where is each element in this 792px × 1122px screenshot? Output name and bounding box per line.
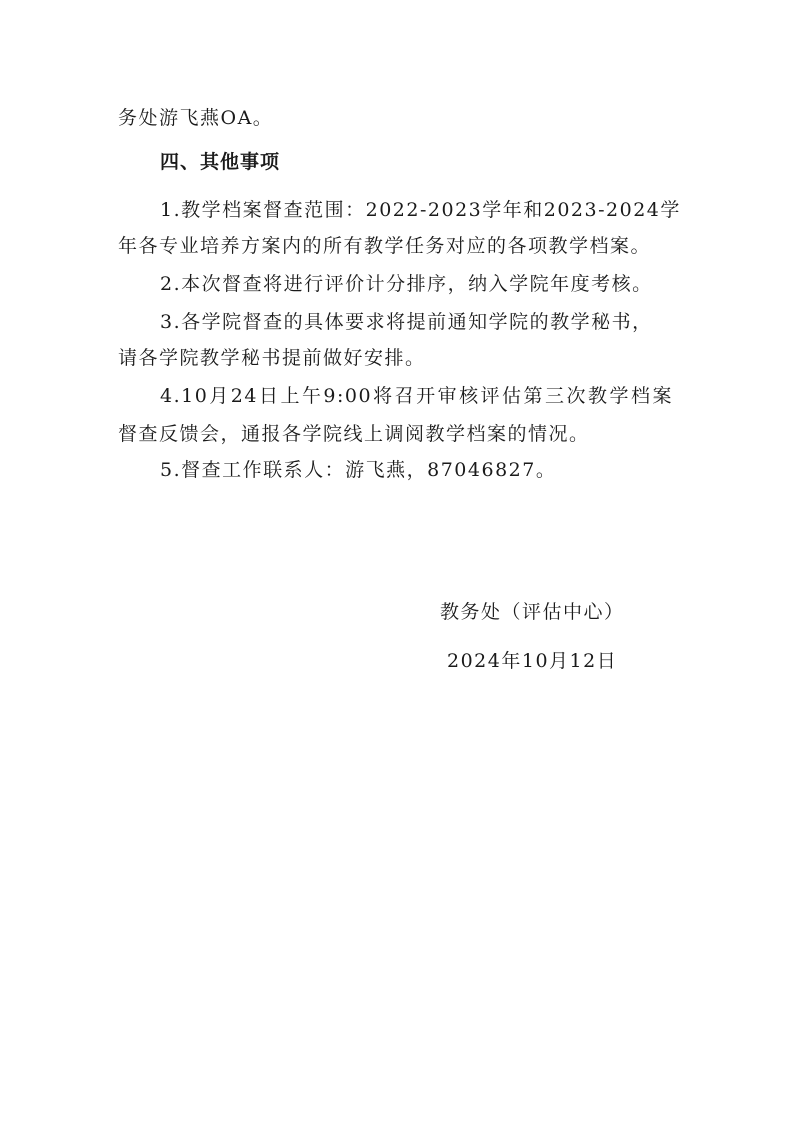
signature-date: 2024年10月12日 xyxy=(447,650,618,672)
item-1-line-2: 年各专业培养方案内的所有教学任务对应的各项教学档案。 xyxy=(118,235,652,257)
signature-office: 教务处（评估中心） xyxy=(440,601,625,623)
item-2-line-1: 2.本次督查将进行评价计分排序，纳入学院年度考核。 xyxy=(160,273,653,295)
item-5-line-1: 5.督查工作联系人：游飞燕，87046827。 xyxy=(160,459,557,481)
item-3-line-2: 请各学院教学秘书提前做好安排。 xyxy=(118,347,426,369)
item-4-line-2: 督查反馈会，通报各学院线上调阅教学档案的情况。 xyxy=(118,423,590,445)
item-3-line-1: 3.各学院督查的具体要求将提前通知学院的教学秘书， xyxy=(160,311,653,333)
item-4-line-1: 4.10月24日上午9:00将召开审核评估第三次教学档案 xyxy=(160,385,673,407)
item-1-line-1: 1.教学档案督查范围：2022-2023学年和2023-2024学 xyxy=(160,199,681,221)
section-heading: 四、其他事项 xyxy=(160,151,281,173)
continuation-line: 务处游飞燕OA。 xyxy=(118,107,274,129)
